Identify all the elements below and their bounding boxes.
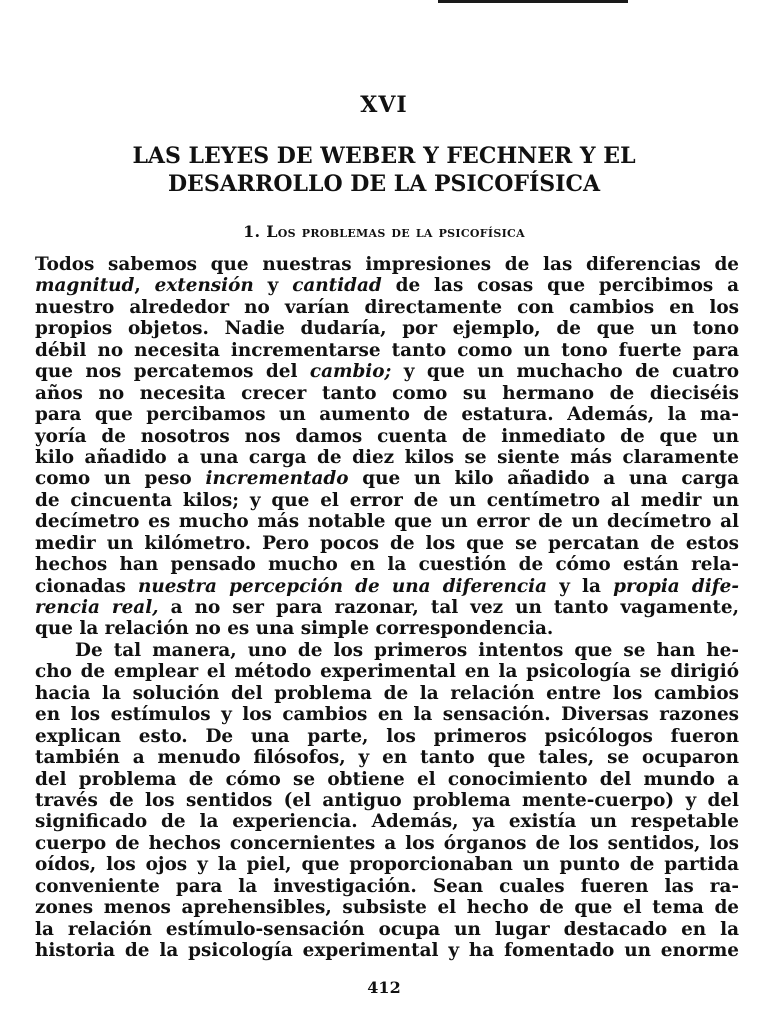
text-line <box>35 383 739 404</box>
text-run: de cincuenta kilos; y que el error de un centímetro al medir un <box>35 489 739 511</box>
text-line <box>35 361 739 382</box>
text-run: medir un kilómetro. Pero pocos de los que se percatan de estos <box>35 532 739 554</box>
paragraph <box>35 254 739 640</box>
text-run: kilo añadido a una carga de diez kilos se siente más claramente <box>35 446 739 468</box>
text-run: la relación estímulo-sensación ocupa un lugar destacado en la <box>35 918 739 940</box>
text-run: del problema de cómo se obtiene el conocimiento del mundo a <box>35 768 739 790</box>
chapter-title-line-1: LAS LEYES DE WEBER Y FECHNER Y EL <box>132 143 636 169</box>
chapter-title-line-2: DESARROLLO DE LA PSICOFÍSICA <box>167 171 601 197</box>
italic-text: rencia real, <box>35 597 159 618</box>
italic-text: cambio; <box>309 361 392 383</box>
text-run: como un peso <box>35 468 206 490</box>
page-number: 412 <box>367 978 401 997</box>
text-run: a no ser para razonar, tal vez un tanto vagamente, <box>158 597 739 618</box>
text-run: historia de la psicología experimental y ha fomentado un enorme <box>35 940 739 961</box>
text-line <box>35 640 739 661</box>
text-line <box>35 275 739 296</box>
text-run: decímetro es mucho más notable que un error de un decímetro al <box>35 511 739 533</box>
text-run: De tal manera, uno de los primeros intentos que se han he- <box>75 639 739 661</box>
text-line <box>35 833 739 854</box>
italic-text: extensión <box>154 275 254 297</box>
text-line <box>35 790 739 811</box>
text-run: hacia la solución del problema de la relación entre los cambios <box>35 682 739 704</box>
text-line <box>35 554 739 575</box>
text-run: conveniente para la investigación. Sean cuales fueren las ra- <box>35 875 739 897</box>
text-line <box>35 876 739 897</box>
text-line <box>35 404 739 425</box>
text-line <box>35 447 739 468</box>
text-run: años no necesita crecer tanto como su hermano de dieciséis <box>35 382 739 404</box>
text-run: hechos han pensado mucho en la cuestión de cómo están rela- <box>35 554 739 576</box>
text-run: cho de emplear el método experimental en la psicología se dirigió <box>35 661 739 683</box>
text-run: de las cosas que percibimos a <box>381 275 739 297</box>
text-line <box>35 511 739 532</box>
text-line <box>35 254 739 275</box>
text-run: débil no necesita incrementarse tanto como un tono fuerte para <box>35 339 739 361</box>
italic-text: nuestra percepción de una diferencia <box>138 575 548 597</box>
text-line <box>35 854 739 875</box>
italic-text: cantidad <box>292 275 382 297</box>
text-run: en los estímulos y los cambios en la sensación. Diversas razones <box>35 704 739 726</box>
body-text <box>35 254 739 961</box>
text-line <box>35 769 739 790</box>
text-line <box>35 940 739 961</box>
text-line <box>35 919 739 940</box>
section-heading: 1. Los problemas de la psicofísica <box>243 222 525 241</box>
text-run: nuestro alrededor no varían directamente con cambios en los <box>35 296 739 318</box>
text-line <box>35 897 739 918</box>
text-line <box>35 747 739 768</box>
text-run: significado de la experiencia. Además, ya existía un respetable <box>35 811 739 833</box>
chapter-number: XVI <box>360 92 408 118</box>
text-run: que un kilo añadido a una carga <box>348 468 739 490</box>
text-run: oídos, los ojos y la piel, que proporcionaban un punto de partida <box>35 854 739 876</box>
italic-text: propia dife- <box>613 575 739 597</box>
italic-text: incrementado <box>205 468 349 490</box>
text-line <box>35 490 739 511</box>
text-line <box>35 468 739 489</box>
text-line <box>35 618 739 639</box>
text-run: también a menudo filósofos, y en tanto que tales, se ocuparon <box>35 747 739 769</box>
text-run: , <box>134 275 155 297</box>
text-run: zones menos aprehensibles, subsiste el hecho de que el tema de <box>35 897 739 919</box>
text-line <box>35 726 739 747</box>
text-run: explican esto. De una parte, los primeros psicólogos fueron <box>35 725 739 747</box>
text-line <box>35 426 739 447</box>
text-line <box>35 704 739 725</box>
text-line <box>35 811 739 832</box>
chapter-title <box>0 142 768 198</box>
text-run: Todos sabemos que nuestras impresiones de las diferencias de <box>35 254 739 275</box>
text-run: propios objetos. Nadie dudaría, por ejemplo, de que un tono <box>35 318 739 340</box>
top-rule <box>438 0 628 3</box>
text-run: que nos percatemos del <box>35 361 310 383</box>
text-line <box>35 340 739 361</box>
text-run: yoría de nosotros nos damos cuenta de inmediato de que un <box>35 425 739 447</box>
text-run: través de los sentidos (el antiguo problema mente-cuerpo) y del <box>35 789 739 811</box>
text-run: y que un muchacho de cuatro <box>391 361 740 383</box>
text-line <box>35 318 739 339</box>
text-line <box>35 576 739 597</box>
text-run: cuerpo de hechos concernientes a los órganos de los sentidos, los <box>35 832 739 854</box>
text-line <box>35 597 739 618</box>
text-line <box>35 683 739 704</box>
italic-text: magnitud <box>35 275 135 297</box>
text-run: cionadas <box>35 575 139 597</box>
text-line <box>35 661 739 682</box>
text-run: y <box>253 275 293 297</box>
paragraph <box>35 640 739 962</box>
text-line <box>35 533 739 554</box>
text-run: y la <box>547 575 614 597</box>
text-run: que la relación no es una simple correspondencia. <box>35 618 554 640</box>
text-line <box>35 297 739 318</box>
text-run: para que percibamos un aumento de estatura. Además, la ma- <box>35 404 739 426</box>
